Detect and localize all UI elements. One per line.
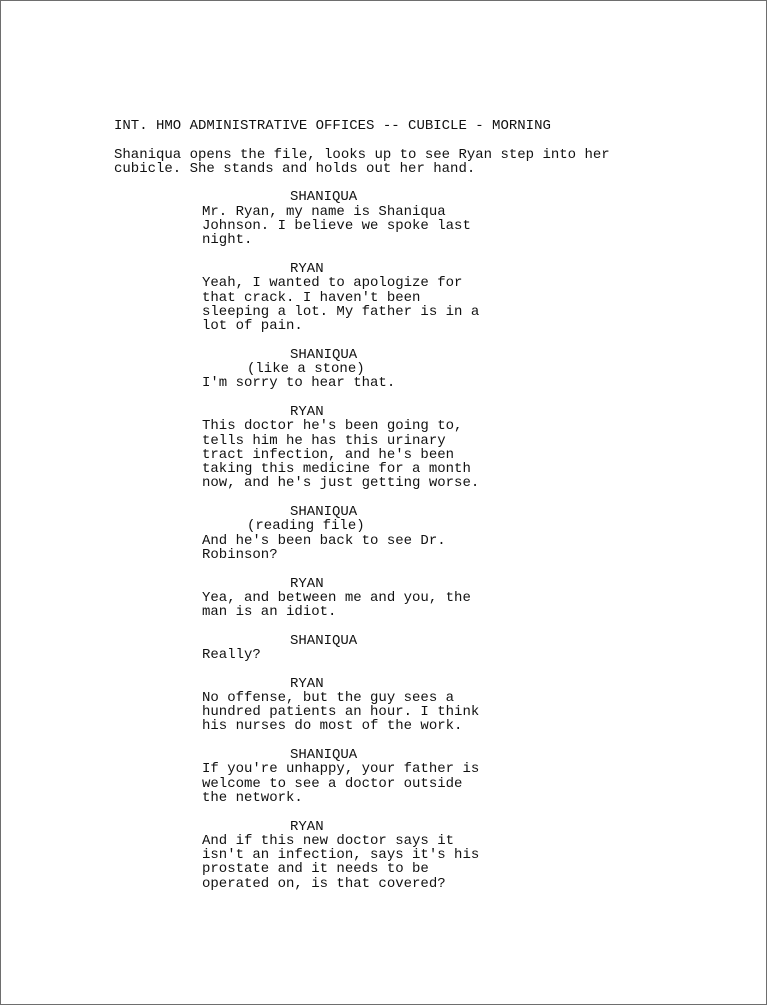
character-name: SHANIQUA xyxy=(290,632,358,649)
action-line: Shaniqua opens the file, looks up to see Ryan step into her cubicle. She stands and holds out her hand. xyxy=(114,146,610,177)
dialogue-block xyxy=(114,190,674,247)
character-name: SHANIQUA xyxy=(290,747,358,764)
dialogue-text: No offense, but the guy sees a hundred patients an hour. I think his nurses do most of the work. xyxy=(202,689,480,735)
dialogue-text: If you're unhappy, your father is welcome to see a doctor outside the network. xyxy=(202,761,480,806)
dialogue-text: Mr. Ryan, my name is Shaniqua Johnson. I believe we spoke last night. xyxy=(202,203,471,249)
parenthetical: (like a stone) xyxy=(247,361,365,378)
dialogue-text: I'm sorry to hear that. xyxy=(202,375,396,392)
character-name: SHANIQUA xyxy=(290,504,358,521)
parenthetical: (reading file) xyxy=(247,518,365,535)
dialogue-block xyxy=(114,262,674,333)
dialogue-text: Yea, and between me and you, the man is an idiot. xyxy=(202,589,471,621)
dialogue-text: Really? xyxy=(202,646,261,663)
dialogue-text: Yeah, I wanted to apologize for that crack. I haven't been sleeping a lot. My father is in a lot of pain. xyxy=(202,275,480,335)
dialogue-text: This doctor he's been going to, tells him he has this urinary tract infection, and he's been taking this medicine for a month now, and he's just getting worse. xyxy=(202,418,480,492)
dialogue-block xyxy=(114,405,674,491)
dialogue-text: And he's been back to see Dr. Robinson? xyxy=(202,532,446,563)
character-name: RYAN xyxy=(290,403,324,420)
character-name: RYAN xyxy=(290,675,324,692)
character-name: SHANIQUA xyxy=(290,189,358,206)
dialogue-block xyxy=(114,748,674,805)
dialogue-block xyxy=(114,677,674,734)
character-name: RYAN xyxy=(290,818,324,835)
dialogue-block xyxy=(114,348,674,391)
dialogue-block xyxy=(114,634,674,663)
character-name: SHANIQUA xyxy=(290,346,358,363)
dialogue-text: And if this new doctor says it isn't an infection, says it's his prostate and it needs to be operated on, is that covered? xyxy=(202,832,480,892)
dialogue-block xyxy=(114,505,674,562)
dialogue-block xyxy=(114,820,674,891)
character-name: RYAN xyxy=(290,575,324,592)
dialogue-block xyxy=(114,577,674,620)
scene-heading: INT. HMO ADMINISTRATIVE OFFICES -- CUBICLE - MORNING xyxy=(114,118,551,134)
screenplay-body xyxy=(114,119,674,905)
character-name: RYAN xyxy=(290,260,324,277)
